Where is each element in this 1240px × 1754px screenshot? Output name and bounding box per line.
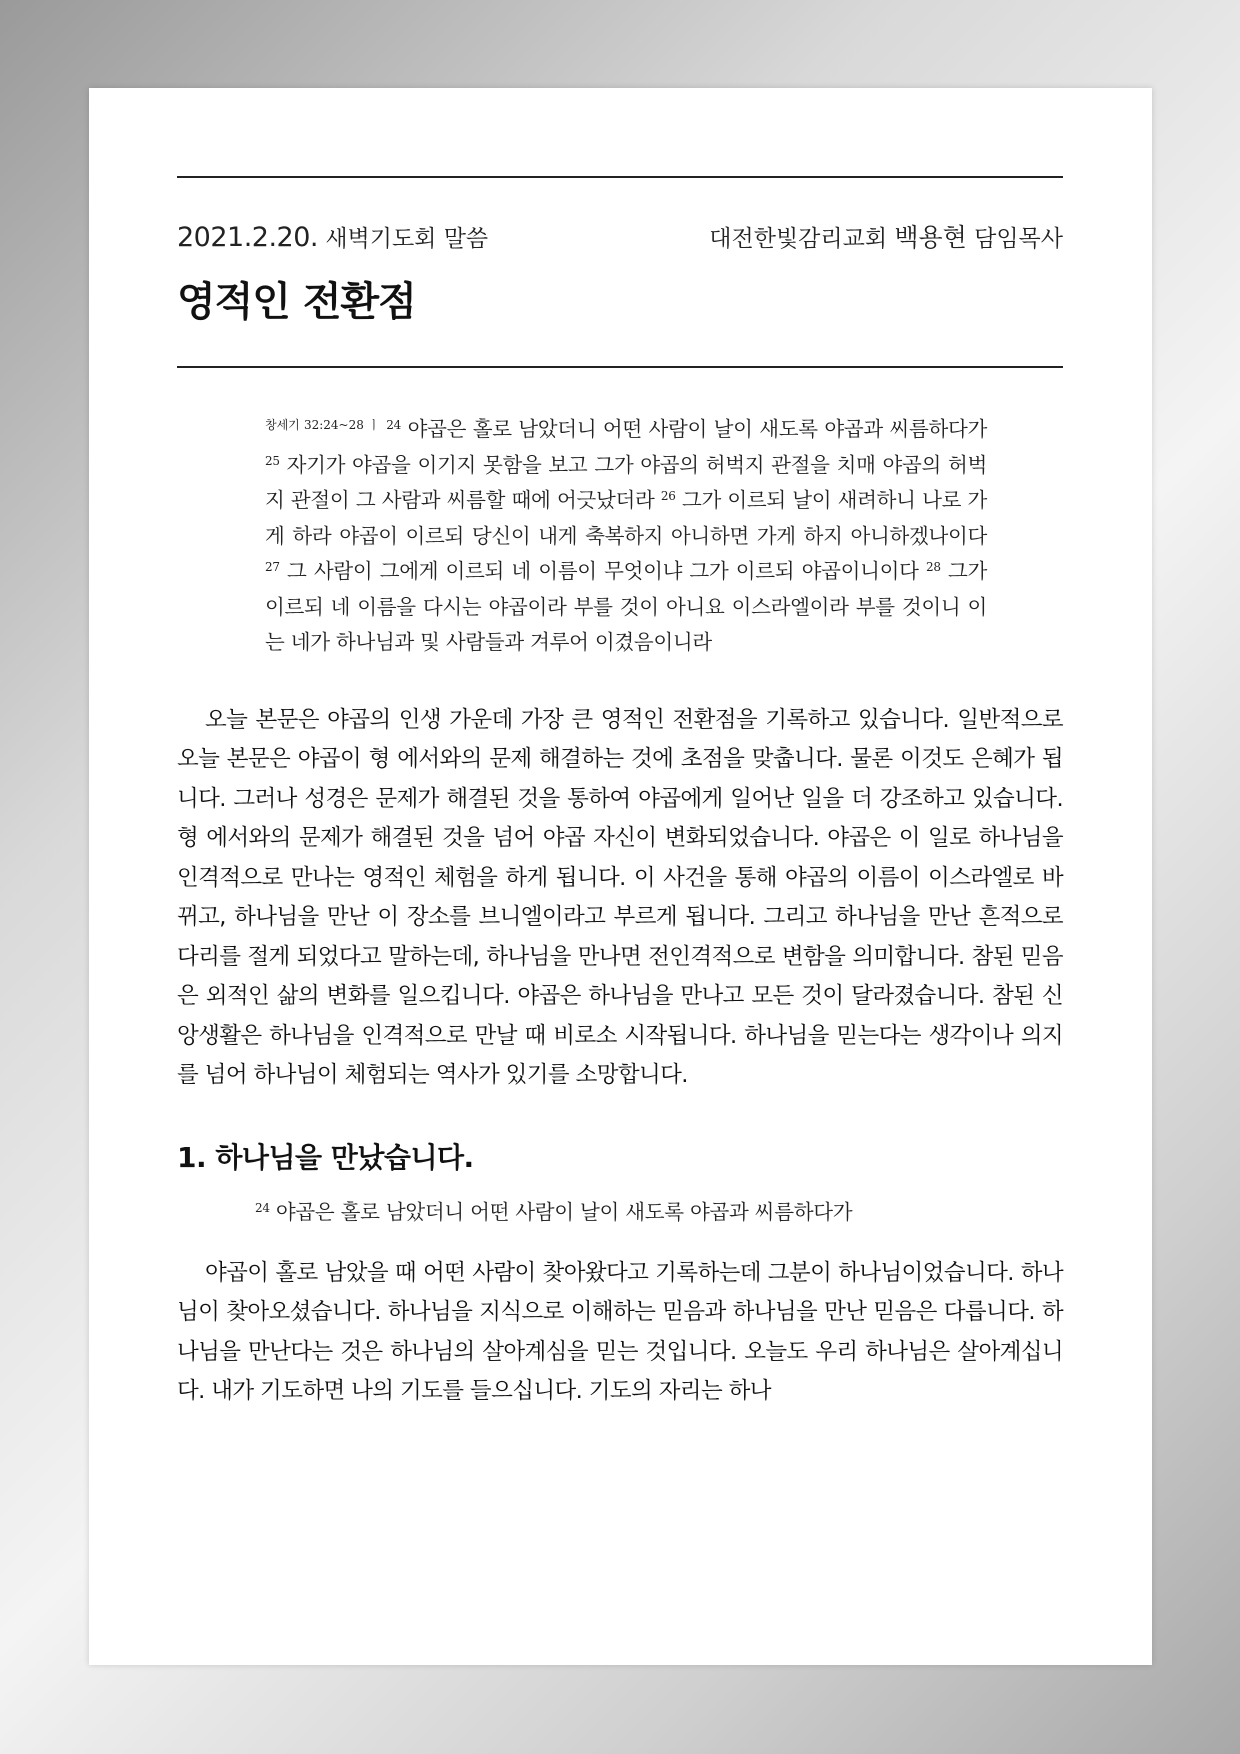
- sermon-date-service: [177, 220, 488, 253]
- church-name: 대전한빛감리교회: [709, 226, 888, 252]
- scripture-passage: [265, 408, 987, 661]
- pastor-name: 백용현: [894, 223, 967, 252]
- pastor-title: 담임목사: [974, 226, 1063, 252]
- verse-number: 28: [925, 560, 941, 574]
- service-name: 새벽기도회 말씀: [325, 226, 489, 252]
- church-pastor: [709, 218, 1063, 254]
- section-heading: 1. 하나님을 만났습니다.: [177, 1140, 474, 1174]
- verse-text: 그가 이르되 날이 새려하니 나로 가게 하라 야곱이 이르되 당신이 내게 축복하지 아니하면 가게 하지 아니하겠나이다: [265, 488, 988, 548]
- scripture-reference: 창세기 32:24~28 ㅣ: [265, 418, 380, 432]
- sermon-header: [177, 218, 1063, 253]
- document-page: [89, 88, 1152, 1665]
- top-rule: [177, 176, 1063, 178]
- section-verse: [255, 1196, 1063, 1228]
- verse-number: 26: [660, 489, 676, 503]
- section-paragraph: 야곱이 홀로 남았을 때 어떤 사람이 찾아왔다고 기록하는데 그분이 하나님이었습니다. 하나님이 찾아오셨습니다. 하나님을 지식으로 이해하는 믿음과 하나님을 만난 믿음은 다릅니다. 하나님을 만난다는 것은 하나님의 살아계심을 믿는 것입니다. 오늘도 우리 하나님은 살아계십니다. 내가 기도하면 나의 기도를 들으십니다. 기도의 자리는 하나: [177, 1259, 1063, 1404]
- sermon-date: 2021.2.20.: [177, 222, 318, 253]
- sermon-title: 영적인 전환점: [177, 279, 416, 325]
- title-rule: [177, 366, 1063, 368]
- verse-number: 25: [265, 453, 280, 468]
- intro-paragraph: 오늘 본문은 야곱의 인생 가운데 가장 큰 영적인 전환점을 기록하고 있습니다. 일반적으로 오늘 본문은 야곱이 형 에서와의 문제 해결하는 것에 초점을 맞춥니다. 물론 이것도 은혜가 됩니다. 그러나 성경은 문제가 해결된 것을 통하여 야곱에게 일어난 일을 더 강조하고 있습니다. 형 에서와의 문제가 해결된 것을 넘어 야곱 자신이 변화되었습니다. 야곱은 이 일로 하나님을 인격적으로 만나는 영적인 체험을 하게 됩니다. 이 사건을 통해 야곱의 이름이 이스라엘로 바뀌고, 하나님을 만난 이 장소를 브니엘이라고 부르게 됩니다. 그리고 하나님을 만난 흔적으로 다리를 절게 되었다고 말하는데, 하나님을 만나면 전인격적으로 변함을 의미합니다. 참된 믿음은 외적인 삶의 변화를 일으킵니다. 야곱은 하나님을 만나고 모든 것이 달라졌습니다. 참된 신앙생활은 하나님을 인격적으로 만날 때 비로소 시작됩니다. 하나님을 믿는다는 생각이나 의지를 넘어 하나님이 체험되는 역사가 있기를 소망합니다.: [177, 706, 1063, 1088]
- verse-text: 그가 이르되 네 이름을 다시는 야곱이라 부를 것이 아니요 이스라엘이라 부를 것이니 이는 네가 하나님과 및 사람들과 겨루어 이겼음이니라: [265, 559, 988, 654]
- verse-text: 야곱은 홀로 남았더니 어떤 사람이 날이 새도록 야곱과 씨름하다가: [407, 417, 988, 441]
- verse-text: 그 사람이 그에게 이르되 네 이름이 무엇이냐 그가 이르되 야곱이니이다: [287, 559, 919, 583]
- verse-text: 야곱은 홀로 남았더니 어떤 사람이 날이 새도록 야곱과 씨름하다가: [275, 1199, 853, 1224]
- verse-number: 27: [265, 560, 280, 574]
- page-content: [177, 176, 1063, 1434]
- verse-number: 24: [255, 1200, 270, 1215]
- verse-text: 자기가 야곱을 이기지 못함을 보고 그가 야곱의 허벅지 관절을 치매 야곱의 허벅지 관절이 그 사람과 씨름할 때에 어긋났더라: [265, 452, 987, 512]
- verse-number: 24: [386, 418, 401, 432]
